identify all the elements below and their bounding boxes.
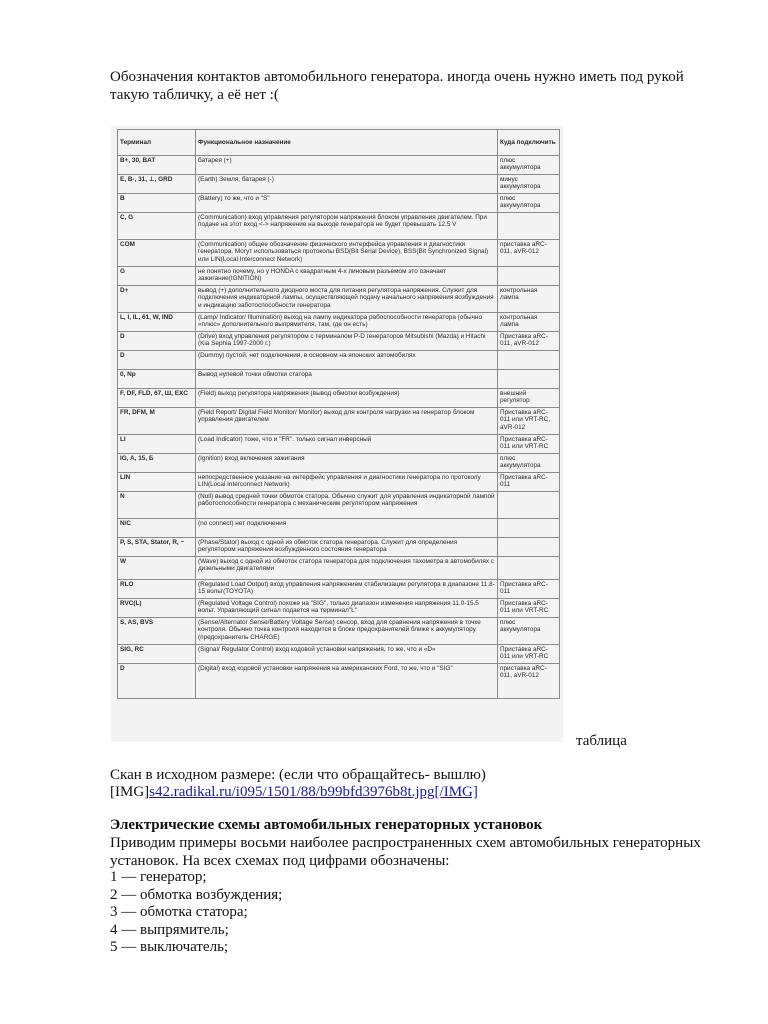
- desc-cell: (Lamp/ Indicator/ Illumination) выход на лампу индикатора рабоcпособности генератора (обычно «плюс» дополнительного выпрямителя, там, где он есть): [196, 313, 498, 332]
- term-cell: SIG, RC: [118, 645, 196, 664]
- term-cell: COM: [118, 240, 196, 267]
- connect-cell: приставка aRC-011, aVR-012: [498, 664, 560, 699]
- term-cell: LI: [118, 435, 196, 454]
- desc-cell: (no connect) нет подключения: [196, 519, 498, 538]
- connect-cell: [498, 557, 560, 580]
- list-item: 4 — выпрямитель;: [110, 921, 229, 938]
- connect-cell: Приставка aRC-011 или VRT-RC, aVR-012: [498, 408, 560, 435]
- term-cell: D: [118, 332, 196, 351]
- term-cell: W: [118, 557, 196, 580]
- table-row: [118, 194, 560, 213]
- connect-cell: Приставка aRC-011 или VRT-RC: [498, 599, 560, 618]
- term-cell: IG, A, 15, Б: [118, 454, 196, 473]
- desc-cell: (Null) вывод средней точки обмоток статора. Обычно служит для управления индикаторной лампой работоспособности генератора с механическим регулятором напряжения: [196, 492, 498, 519]
- term-cell: RLO: [118, 580, 196, 599]
- legend-list: [110, 869, 720, 957]
- connect-cell: приставка aRC-011, aVR-012: [498, 240, 560, 267]
- table-row: [118, 286, 560, 313]
- term-cell: S, AS, BVS: [118, 618, 196, 645]
- header-terminal: Терминал: [118, 130, 196, 156]
- desc-cell: (Drive) вход управления регулятором с терминалом P-D генераторов Mitsubishi (Mazda) и Hitachi (Kia Sephia 1997-2000 г.): [196, 332, 498, 351]
- scan-info-text: Скан в исходном размере: (если что обращайтесь- вышлю): [110, 767, 486, 783]
- desc-cell: вывод (+) дополнительного диодного моста для питания регулятора напряжения. Служит для подключения индикаторной лампы, осуществляющей подачу начального напряжения возбуждения и индикацию заботоспособности генератора: [196, 286, 498, 313]
- table-row: [118, 389, 560, 408]
- connect-cell: контрольная лампа: [498, 286, 560, 313]
- table-row: [118, 213, 560, 240]
- table-row: [118, 492, 560, 519]
- connect-cell: [498, 351, 560, 370]
- connect-cell: Приставка aRC-011, aVR-012: [498, 332, 560, 351]
- table-row: [118, 664, 560, 699]
- table-row: [118, 599, 560, 618]
- section-heading: Электрические схемы автомобильных генераторных установок: [110, 817, 543, 833]
- connect-cell: минус аккумулятора: [498, 175, 560, 194]
- desc-cell: (Sense/Alternator Sense/Battery Voltage Sense) сенсор, вход для сравнения напряжения в точке контроля. Обычно точка контроля находится в блоке предохранителей ближе к аккумулятору (предохранитель CHARGE): [196, 618, 498, 645]
- desc-cell: (Phase/Stator) выход с одной из обмоток статора генератора. Служит для определения регулятором напряжения возбужденного состояния генератора: [196, 538, 498, 557]
- list-item: 5 — выключатель;: [110, 939, 229, 955]
- table-row: [118, 370, 560, 389]
- term-cell: B+, 30, BAT: [118, 156, 196, 175]
- image-link[interactable]: s42.radikal.ru/i095/1501/88/b99bfd3976b8t.jpg[/IMG]: [149, 784, 478, 800]
- table-row: [118, 645, 560, 664]
- table-row: [118, 313, 560, 332]
- body-paragraph: Приводим примеры восьми наиболее распространенных схем автомобильных генераторных установок. На всех схемах под цифрами обозначены:: [110, 835, 701, 869]
- connect-cell: [498, 538, 560, 557]
- desc-cell: (Regulated Load Output) вход управления напряжением стабилизации регулятора в диапазоне 11.8-15 вольт(TOYOTA): [196, 580, 498, 599]
- connect-cell: плюс аккумулятора: [498, 194, 560, 213]
- table-row: [118, 557, 560, 580]
- table-body: [118, 156, 560, 699]
- term-cell: F, DF, FLD, 67, Ш, EXC: [118, 389, 196, 408]
- term-cell: N/C: [118, 519, 196, 538]
- term-cell: C, G: [118, 213, 196, 240]
- connect-cell: [498, 213, 560, 240]
- intro-text: Обозначения контактов автомобильного генератора. иногда очень нужно иметь под рукой такую табличку, а её нет :(: [110, 69, 684, 103]
- connect-cell: плюс аккумулятора: [498, 454, 560, 473]
- term-cell: L, I, IL, 61, W, IND: [118, 313, 196, 332]
- connect-cell: [498, 267, 560, 286]
- term-cell: B: [118, 194, 196, 213]
- table-row: [118, 580, 560, 599]
- term-cell: RVC(L): [118, 599, 196, 618]
- list-item: 1 — генератор;: [110, 869, 207, 885]
- table-row: [118, 618, 560, 645]
- img-line: [110, 784, 720, 802]
- list-item: 2 — обмотка возбуждения;: [110, 886, 283, 903]
- table-row: [118, 332, 560, 351]
- scanned-table-image: [111, 126, 563, 742]
- list-item: 3 — обмотка статора;: [110, 904, 248, 920]
- desc-cell: (Field Report/ Digital Field Monitor/ Monitor) выход для контроля нагрузки на генератор блоком управления двигателем: [196, 408, 498, 435]
- desc-cell: (Earth) Земля, батарея (-): [196, 175, 498, 194]
- table-row: [118, 156, 560, 175]
- desc-cell: (Dummy) пустой, нет подключения, в основном на японских автомобилях: [196, 351, 498, 370]
- desc-cell: (Wave) выход с одной из обмоток статора генератора для подключения тахометра в автомобилях с дизельными двигателями: [196, 557, 498, 580]
- term-cell: LIN: [118, 473, 196, 492]
- term-cell: P, S, STA, Stator, R, ~: [118, 538, 196, 557]
- table-row: [118, 175, 560, 194]
- table-row: [118, 473, 560, 492]
- term-cell: D+: [118, 286, 196, 313]
- connect-cell: Приставка aRC-011 или VRT-RC: [498, 645, 560, 664]
- connect-cell: внешний регулятор: [498, 389, 560, 408]
- connect-cell: плюс аккумулятора: [498, 618, 560, 645]
- desc-cell: (Communication) вход управления регулятором напряжения блоком управления двигателем. При подаче на этот вход <-> напряжение на выходе генератора не будет превышать 12.5 V: [196, 213, 498, 240]
- table-row: [118, 538, 560, 557]
- connect-cell: плюс аккумулятора: [498, 156, 560, 175]
- table-row: [118, 240, 560, 267]
- term-cell: 0, Np: [118, 370, 196, 389]
- table-header-row: [118, 130, 560, 156]
- desc-cell: батарея (+): [196, 156, 498, 175]
- table-row: [118, 351, 560, 370]
- term-cell: N: [118, 492, 196, 519]
- header-function: Функциональное назначение: [196, 130, 498, 156]
- desc-cell: (Digital) вход кодовой установки напряжения на американских Ford, то же, что и "SIG": [196, 664, 498, 699]
- connect-cell: Приставка aRC-011 или VRT-RC: [498, 435, 560, 454]
- desc-cell: (Ignition) вход включения зажигания: [196, 454, 498, 473]
- header-connect: Куда подключить: [498, 130, 560, 156]
- table-row: [118, 267, 560, 286]
- table-row: [118, 454, 560, 473]
- term-cell: D: [118, 664, 196, 699]
- terminal-table: [117, 129, 560, 699]
- table-caption: таблица: [576, 733, 627, 749]
- desc-cell: (Signal/ Regulator Control) вход кодовой установки напряжения, то же, что и «D»: [196, 645, 498, 664]
- connect-cell: Приставка aRC-011: [498, 580, 560, 599]
- connect-cell: контрольная лампа: [498, 313, 560, 332]
- desc-cell: (Regulated Voltage Control) похоже на "SIG", только диапазон изменения напряжения 11.0-15.5 вольт. Управляющий сигнал подается на терминал"L": [196, 599, 498, 618]
- desc-cell: (Field) выход регулятора напряжения (вывод обмотки возбуждения): [196, 389, 498, 408]
- desc-cell: (Battery) то же, что и "S": [196, 194, 498, 213]
- table-row: [118, 435, 560, 454]
- img-prefix: [IMG]: [110, 784, 150, 800]
- connect-cell: [498, 492, 560, 519]
- connect-cell: [498, 519, 560, 538]
- term-cell: FR, DFM, M: [118, 408, 196, 435]
- desc-cell: Вывод нулевой точки обмотки статора: [196, 370, 498, 389]
- connect-cell: [498, 370, 560, 389]
- desc-cell: (Load Indicator) тоже, что и "FR". только сигнал инверсный: [196, 435, 498, 454]
- term-cell: G: [118, 267, 196, 286]
- table-row: [118, 519, 560, 538]
- term-cell: E, B-, 31, ⊥, GRD: [118, 175, 196, 194]
- desc-cell: непосредственное указание на интерфейс управления и диагностики генератора по протоколу LIN(Local Interconnect Network): [196, 473, 498, 492]
- term-cell: D: [118, 351, 196, 370]
- desc-cell: не понятно почему, но у HONDA с квадратным 4-х пиновым разъемом это означает зажигание(IGNITION): [196, 267, 498, 286]
- desc-cell: (Communication) общее обозначение физического интерфейса управления и диагностики генератора. Могут использоваться протоколы BSD(Bit Serial Device), BSS(Bit Synchronized Signal) или LIN(Local Interconnect Network): [196, 240, 498, 267]
- connect-cell: Приставка aRC-011: [498, 473, 560, 492]
- table-row: [118, 408, 560, 435]
